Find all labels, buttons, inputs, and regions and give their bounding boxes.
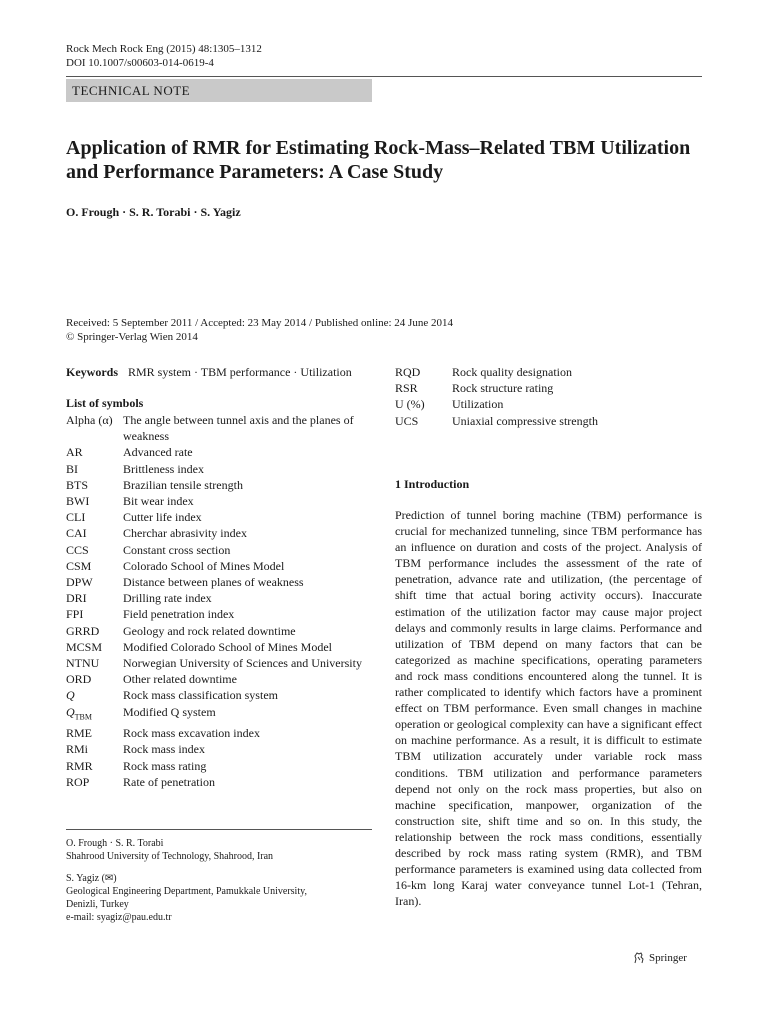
symbol-definition: Rock mass excavation index (123, 726, 260, 741)
symbol-row (66, 704, 375, 726)
symbol-abbr: BTS (66, 477, 89, 492)
symbol-definition: Field penetration index (123, 607, 235, 622)
symbol-abbr: Q (66, 688, 75, 703)
symbol-abbr: RME (66, 726, 93, 741)
symbol-row (395, 396, 702, 412)
keywords (66, 365, 352, 380)
symbol-row (66, 655, 375, 671)
affiliation-line: Shahrood University of Technology, Shahrood, Iran (66, 851, 274, 862)
symbol-abbr: Alpha (α) (66, 413, 113, 427)
symbol-definition: Colorado School of Mines Model (123, 558, 285, 573)
symbol-row (395, 413, 702, 429)
symbol-abbr: RMR (66, 758, 93, 773)
copyright: © Springer-Verlag Wien 2014 (66, 331, 198, 343)
symbol-abbr: DPW (66, 575, 93, 590)
symbol-row (66, 758, 375, 774)
keywords-label: Keywords (66, 365, 118, 379)
symbol-abbr: BI (66, 461, 78, 476)
publication-dates: Received: 5 September 2011 / Accepted: 23 May 2014 / Published online: 24 June 2014 (66, 317, 453, 329)
symbol-abbr: ROP (66, 774, 90, 789)
symbol-row (66, 606, 375, 622)
section-label: TECHNICAL NOTE (66, 79, 372, 102)
symbol-row (66, 774, 375, 790)
symbol-row (66, 639, 375, 655)
symbol-row (66, 477, 375, 493)
symbol-abbr: DRI (66, 591, 87, 606)
symbol-abbr: GRRD (66, 623, 100, 638)
affiliation-rule (66, 829, 372, 830)
symbol-definition: Modified Q system (123, 704, 216, 719)
symbol-row (66, 525, 375, 541)
symbol-row (66, 725, 375, 741)
section-heading: 1 Introduction (395, 477, 470, 491)
symbols-table-right (395, 364, 702, 429)
symbol-definition: Distance between planes of weakness (123, 575, 304, 590)
affiliation-line: Geological Engineering Department, Pamukkale University, (66, 886, 307, 897)
symbol-row (66, 687, 375, 703)
springer-horse-icon (632, 951, 646, 965)
symbol-definition: Geology and rock related downtime (123, 623, 296, 638)
affiliation-names: O. Frough · S. R. Torabi (66, 838, 164, 849)
symbol-row (66, 493, 375, 509)
symbol-definition: Rock mass classification system (123, 688, 278, 703)
symbol-definition: Rock mass index (123, 742, 205, 757)
journal-header (66, 42, 262, 70)
symbol-row (66, 461, 375, 477)
symbol-row (66, 590, 375, 606)
symbol-row (66, 558, 375, 574)
symbol-abbr: CCS (66, 542, 89, 557)
symbol-definition: Rate of penetration (123, 774, 215, 789)
symbol-row (66, 509, 375, 525)
symbol-abbr: RQD (395, 365, 421, 379)
symbol-row (66, 574, 375, 590)
symbol-definition: Rock structure rating (452, 381, 554, 396)
symbol-definition: Utilization (452, 397, 504, 412)
paper-title: Application of RMR for Estimating Rock-Mass–Related TBM Utilization and Performance Parameters: A Case Study (66, 137, 691, 183)
symbol-abbr: RSR (395, 381, 418, 396)
symbol-row (66, 542, 375, 558)
symbol-abbr: FPI (66, 607, 84, 622)
symbol-abbr: BWI (66, 494, 90, 509)
symbol-definition: Bit wear index (123, 494, 194, 509)
symbol-definition: Cutter life index (123, 510, 202, 525)
affiliation-block-2 (66, 872, 307, 924)
symbol-definition: The angle between tunnel axis and the planes of weakness (123, 413, 354, 444)
symbol-abbr: NTNU (66, 656, 100, 671)
symbol-definition: Cherchar abrasivity index (123, 526, 247, 541)
symbol-abbr: AR (66, 445, 83, 460)
symbol-abbr: MCSM (66, 639, 103, 654)
publisher-name: Springer (649, 952, 687, 964)
affiliation-block-1 (66, 837, 273, 863)
symbol-definition: Rock quality designation (452, 365, 572, 379)
header-rule (66, 76, 702, 77)
symbol-definition: Constant cross section (123, 542, 231, 557)
symbol-definition: Drilling rate index (123, 591, 212, 606)
paper-authors: O. Frough · S. R. Torabi · S. Yagiz (66, 205, 241, 219)
symbols-heading: List of symbols (66, 396, 144, 410)
publisher-logo (632, 951, 687, 965)
symbol-definition: Uniaxial compressive strength (452, 413, 598, 428)
affiliation-email[interactable]: e-mail: syagiz@pau.edu.tr (66, 912, 172, 923)
symbol-abbr: ORD (66, 672, 92, 687)
symbol-row (66, 412, 375, 444)
symbol-row (66, 671, 375, 687)
symbol-abbr: RMi (66, 742, 89, 757)
affiliation-names: S. Yagiz (✉) (66, 873, 117, 884)
symbol-row (66, 741, 375, 757)
symbol-definition: Modified Colorado School of Mines Model (123, 639, 332, 654)
symbol-abbr: UCS (395, 413, 419, 428)
symbol-row (395, 380, 702, 396)
symbol-definition: Advanced rate (123, 445, 193, 460)
symbol-abbr: CSM (66, 558, 92, 573)
journal-citation: Rock Mech Rock Eng (2015) 48:1305–1312 (66, 43, 262, 55)
symbol-row (66, 623, 375, 639)
symbol-definition: Other related downtime (123, 672, 237, 687)
symbol-abbr: CLI (66, 510, 86, 525)
keywords-text: RMR system · TBM performance · Utilization (128, 365, 352, 379)
symbols-table-left (66, 412, 375, 790)
symbol-definition: Brittleness index (123, 461, 204, 476)
symbol-abbr: CAI (66, 526, 87, 541)
symbol-definition: Brazilian tensile strength (123, 477, 243, 492)
symbol-abbr: $Q_{TBM}$ (66, 704, 93, 722)
symbol-row (395, 364, 702, 380)
publication-info (66, 316, 453, 344)
symbol-definition: Norwegian University of Sciences and University (123, 656, 362, 671)
journal-doi: DOI 10.1007/s00603-014-0619-4 (66, 57, 214, 69)
affiliation-line: Denizli, Turkey (66, 899, 129, 910)
symbol-abbr: U (%) (395, 397, 425, 412)
intro-paragraph: Prediction of tunnel boring machine (TBM) performance is crucial for mechanized tunneling, since TBM performance has an influence on duration and costs of the project. Analysis of TBM performance includes the assessment of the rate of penetration, advance rate and utilization, (the percentage of shift time that actual boring activity occurs). Inaccurate estimation of the utilization factor may cause major project delays and commonly results in large claims. Performance and utilization of TBM depend on many factors that can be categorized as machine specifications, operating parameters and rock mass conditions encountered along the tunnel. It is rather complicated to identify which factors have a prominent effect on TBM performance. Even small changes in machine operation or geological complexity can have a significant effect on machine performance. As a result, it is difficult to estimate TBM utilization accurately under variable rock mass conditions. TBM utilization and performance parameters depend not only on the rock mass properties, but also on machine specification, manpower, organization of the construction site, shift time and so on. In this study, the relationship between the rock mass conditions, essentially described by rock mass rating system (RMR), and TBM performance parameters is examined using data collected from 16-km long Karaj water conveyance tunnel Lot-1 (Tehran, Iran). (395, 508, 702, 909)
symbol-definition: Rock mass rating (123, 758, 207, 773)
symbol-row (66, 444, 375, 460)
